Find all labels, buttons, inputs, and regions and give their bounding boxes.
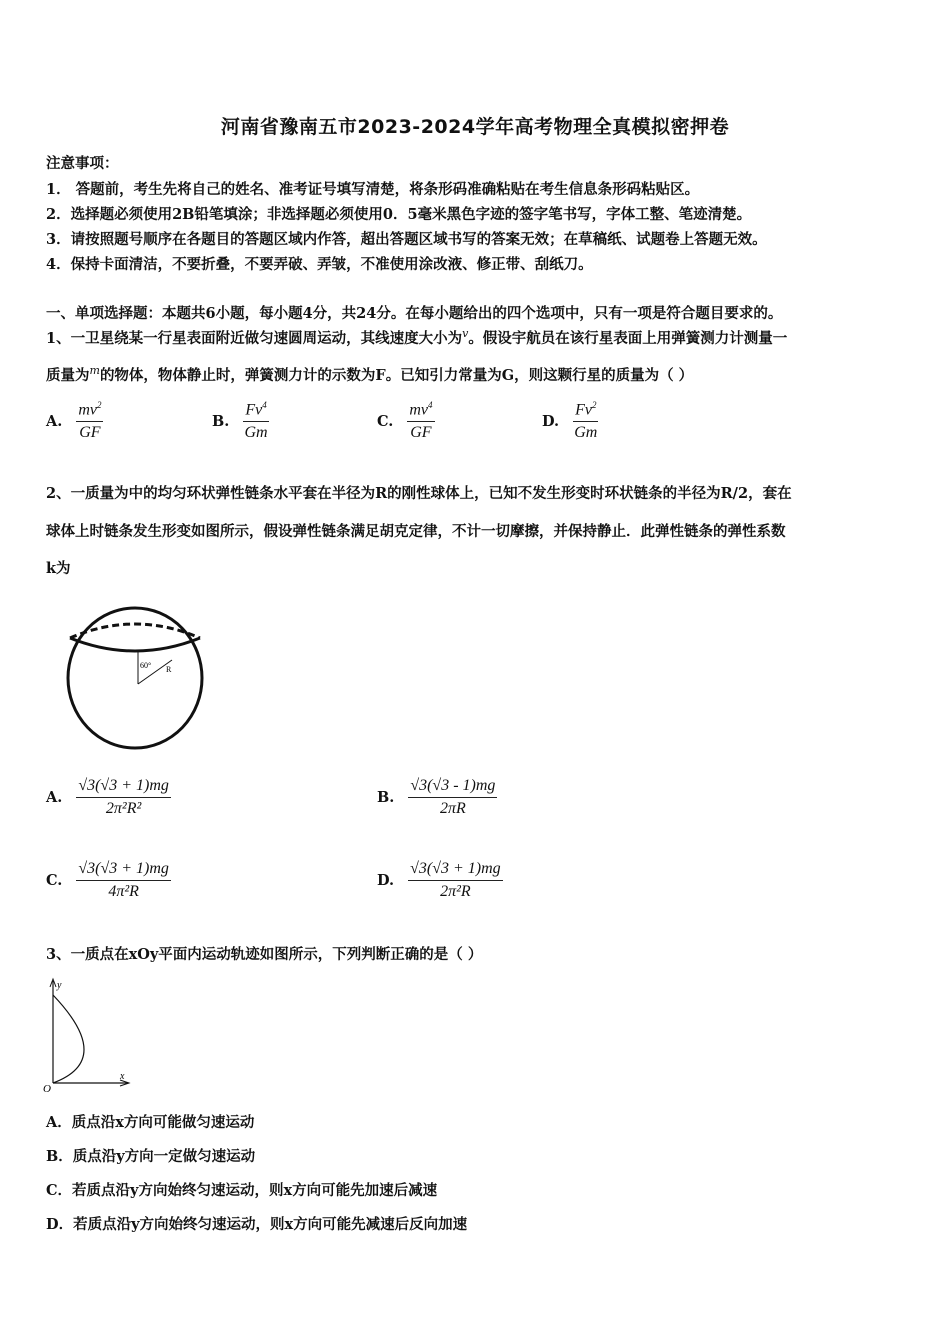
q1-v-symbol: v <box>462 327 469 341</box>
q2-option-c-label: C. <box>46 872 63 889</box>
q1-option-a-fraction <box>76 400 103 442</box>
q2-b-den: 2πR <box>439 800 466 817</box>
q2-option-a-label: A. <box>46 789 63 806</box>
q1-m-symbol: m <box>89 364 100 378</box>
q1-option-c[interactable] <box>377 400 435 442</box>
q1-option-a[interactable] <box>46 400 103 442</box>
q2-option-d-label: D. <box>377 872 395 889</box>
q2-a-den: 2π²R² <box>105 800 142 817</box>
q2-stem-line3: k为 <box>46 560 71 577</box>
q1-option-d-fraction <box>573 400 598 442</box>
origin-label: O <box>43 1083 51 1095</box>
q2-option-c[interactable] <box>46 860 171 901</box>
angle-label: 60° <box>140 661 152 670</box>
q1-stem-line1 <box>46 327 787 348</box>
q2-option-b-fraction <box>408 777 497 818</box>
q1-text-c: 质量为 <box>46 367 90 384</box>
q1-option-a-label: A. <box>46 412 63 430</box>
q2-option-a[interactable] <box>46 777 171 818</box>
q3-option-d[interactable]: D．若质点沿y方向始终匀速运动，则x方向可能先减速后反向加速 <box>46 1216 468 1233</box>
q2-stem-line2: 球体上时链条发生形变如图所示，假设弹性链条满足胡克定律，不计一切摩擦，并保持静止．此弹性链条的弹性系数 <box>46 523 786 540</box>
radius-label: R <box>166 665 172 674</box>
q2-c-den: 4π²R <box>108 883 139 900</box>
q2-option-c-fraction <box>76 860 171 901</box>
q1-a-den: GF <box>79 424 101 442</box>
q1-option-d-label: D. <box>542 412 560 430</box>
x-axis-label: x <box>120 1071 125 1082</box>
page-title: 河南省豫南五市2023-2024学年高考物理全真模拟密押卷 <box>220 116 730 138</box>
q2-option-b-label: B. <box>377 789 395 806</box>
q1-c-sup: 4 <box>428 400 433 410</box>
y-axis-label: y <box>57 980 62 991</box>
q3-option-b[interactable]: B．质点沿y方向一定做匀速运动 <box>46 1148 256 1165</box>
q2-c-num: √3(√3 + 1)mg <box>76 860 171 881</box>
q1-c-num: mv <box>409 401 428 419</box>
q1-option-b-fraction <box>243 400 268 442</box>
q2-d-den: 2π²R <box>440 883 471 900</box>
q1-c-den: GF <box>410 424 432 442</box>
q2-d-num: √3(√3 + 1)mg <box>408 860 503 881</box>
q1-text-b: 。假设宇航员在该行星表面上用弹簧测力计测量一 <box>468 330 788 347</box>
q2-b-num: √3(√3 - 1)mg <box>408 777 497 798</box>
q2-option-b[interactable] <box>377 777 497 818</box>
trajectory-curve <box>53 995 84 1083</box>
q1-text-a: 1、一卫星绕某一行星表面附近做匀速圆周运动，其线速度大小为 <box>46 330 463 347</box>
sphere-outline <box>68 608 202 748</box>
section-heading: 一、单项选择题：本题共6小题，每小题4分，共24分。在每小题给出的四个选项中，只有一项是符合题目要求的。 <box>46 305 783 322</box>
q1-option-c-fraction <box>407 400 434 442</box>
q1-stem-line2 <box>46 364 693 385</box>
q3-trajectory-figure <box>40 975 140 1095</box>
q1-option-d[interactable] <box>542 400 598 442</box>
q2-stem-line1: 2、一质量为中的均匀环状弹性链条水平套在半径为R的刚性球体上，已知不发生形变时环状链条的半径为R/2，套在 <box>46 485 792 502</box>
q1-option-c-label: C. <box>377 412 394 430</box>
q1-d-sup: 2 <box>591 400 597 410</box>
notice-heading: 注意事项： <box>46 155 119 172</box>
q1-b-num: Fv <box>245 401 263 419</box>
q2-sphere-figure <box>60 598 210 750</box>
q1-d-num: Fv <box>575 401 592 419</box>
q2-option-d-fraction <box>408 860 503 901</box>
q1-b-sup: 4 <box>262 400 267 410</box>
notice-item-4: 4．保持卡面清洁，不要折叠，不要弄破、弄皱，不准使用涂改液、修正带、刮纸刀。 <box>46 256 593 273</box>
q2-a-num: √3(√3 + 1)mg <box>76 777 171 798</box>
q2-option-a-fraction <box>76 777 171 818</box>
q1-option-b-label: B. <box>212 412 230 430</box>
q2-option-d[interactable] <box>377 860 503 901</box>
q1-d-den: Gm <box>574 424 598 442</box>
notice-item-1: 1． 答题前，考生先将自己的姓名、准考证号填写清楚，将条形码准确粘贴在考生信息条形码粘贴区。 <box>46 181 700 198</box>
chain-front <box>70 638 200 651</box>
q1-a-sup: 2 <box>96 400 102 410</box>
q1-a-num: mv <box>78 401 97 419</box>
q3-option-a[interactable]: A．质点沿x方向可能做匀速运动 <box>46 1114 255 1131</box>
notice-item-2: 2．选择题必须使用2B铅笔填涂；非选择题必须使用0．5毫米黑色字迹的签字笔书写，字体工整、笔迹清楚。 <box>46 206 752 223</box>
q1-option-b[interactable] <box>212 400 269 442</box>
notice-item-3: 3．请按照题号顺序在各题目的答题区域内作答，超出答题区域书写的答案无效；在草稿纸、试题卷上答题无效。 <box>46 231 767 248</box>
q3-option-c[interactable]: C．若质点沿y方向始终匀速运动，则x方向可能先加速后减速 <box>46 1182 438 1199</box>
q1-b-den: Gm <box>244 424 268 442</box>
q3-stem: 3、一质点在xOy平面内运动轨迹如图所示，下列判断正确的是（ ） <box>46 946 483 963</box>
q1-text-d: 的物体，物体静止时，弹簧测力计的示数为F。已知引力常量为G，则这颗行星的质量为（ ） <box>99 367 694 384</box>
